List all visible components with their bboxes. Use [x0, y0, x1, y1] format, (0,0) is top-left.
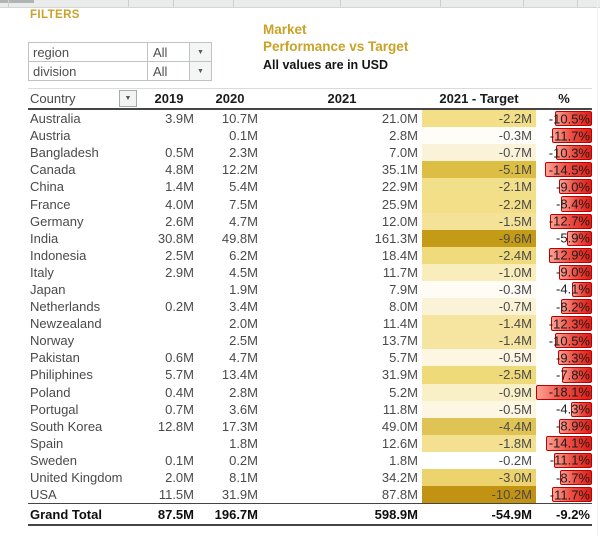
target-delta-cell: -5.1M [422, 161, 536, 178]
table-row [28, 178, 592, 195]
country-cell: USA [30, 487, 57, 503]
country-cell: China [30, 179, 64, 195]
pct-cell [536, 486, 592, 503]
pct-cell [536, 384, 592, 401]
value-2020-cell: 1.9M [229, 281, 258, 297]
country-cell: Australia [30, 111, 81, 127]
value-2020-cell: 3.4M [229, 299, 258, 315]
table-row [28, 264, 592, 281]
pct-value: -12.7% [548, 213, 590, 229]
column-divider [8, 0, 9, 7]
chevron-down-icon: ▼ [197, 67, 204, 75]
pct-cell [536, 401, 592, 418]
pct-cell [536, 127, 592, 144]
table-row [28, 332, 592, 349]
pct-cell [536, 315, 592, 332]
value-2019-cell: 2.6M [165, 213, 194, 229]
pct-cell [536, 281, 592, 298]
division-filter-value[interactable]: All [148, 62, 190, 80]
target-delta-cell: -2.2M [422, 195, 536, 212]
column-divider [577, 0, 578, 7]
target-delta-cell: -2.5M [422, 366, 536, 383]
grand-total-label: Grand Total [30, 506, 102, 522]
pct-value: -5.9% [556, 230, 590, 246]
grand-total-target: -54.9M [491, 506, 532, 522]
value-2019-cell: 0.7M [165, 401, 194, 417]
value-2020-cell: 13.4M [221, 367, 258, 383]
target-delta-cell: -0.9M [422, 384, 536, 401]
value-2021-cell: 49.0M [381, 418, 418, 434]
table-row [28, 298, 592, 315]
value-2020-cell: 5.4M [229, 179, 258, 195]
grand-total-2020: 196.7M [214, 506, 258, 522]
value-2019-cell: 0.1M [165, 452, 194, 468]
pct-value: -4.3% [556, 401, 590, 417]
pct-cell [536, 469, 592, 486]
value-2019-cell: 5.7M [165, 367, 194, 383]
country-cell: United Kingdom [30, 470, 123, 486]
value-2019-cell: 3.9M [165, 111, 194, 127]
chevron-down-icon: ▼ [197, 48, 204, 56]
target-delta-cell: -0.5M [422, 401, 536, 418]
pct-value: -11.1% [549, 452, 590, 468]
value-2020-cell: 2.3M [229, 145, 258, 161]
value-2019-cell: 4.8M [165, 162, 194, 178]
value-2020-cell: 2.8M [229, 384, 258, 400]
report-title-block [263, 21, 408, 72]
target-delta-cell: -1.8M [422, 435, 536, 452]
value-2019-cell: 2.0M [165, 470, 194, 486]
country-cell: Portugal [30, 401, 79, 417]
value-2019-cell: 2.9M [165, 264, 194, 280]
table-row [28, 435, 592, 452]
country-cell: Netherlands [30, 299, 101, 315]
column-divider [523, 0, 524, 7]
table-row [28, 486, 592, 503]
country-header-label: Country [30, 91, 76, 106]
country-cell: Austria [30, 128, 71, 144]
pct-cell [536, 247, 592, 264]
report-subtitle: All values are in USD [263, 58, 389, 72]
division-filter-label: division [28, 62, 148, 80]
table-row [28, 144, 592, 161]
value-2020-cell: 7.5M [229, 196, 258, 212]
value-2020-cell: 4.7M [229, 350, 258, 366]
target-delta-cell: -1.5M [422, 213, 536, 230]
value-2021-cell: 21.0M [381, 111, 418, 127]
pct-value: -10.5% [548, 111, 590, 127]
column-header-2021: 2021 [327, 91, 357, 106]
pct-cell [536, 452, 592, 469]
value-2019-cell: 12.8M [157, 418, 194, 434]
pct-value: -4.1% [556, 281, 590, 297]
country-cell: Poland [30, 384, 71, 400]
grid-right-edge [597, 0, 598, 536]
value-2021-cell: 18.4M [381, 247, 418, 263]
filters-section-title: FILTERS [30, 9, 80, 21]
target-delta-cell: -0.7M [422, 144, 536, 161]
table-row [28, 315, 592, 332]
column-divider [128, 0, 129, 7]
table-row [28, 110, 592, 127]
value-2019-cell: 11.5M [158, 487, 194, 503]
country-cell: Spain [30, 435, 64, 451]
column-divider [440, 0, 441, 7]
pct-value: -10.5% [548, 333, 590, 349]
value-2020-cell: 4.7M [229, 213, 258, 229]
report-title-line1: Market [263, 22, 307, 37]
value-2019-cell: 0.4M [165, 384, 194, 400]
pct-cell [536, 110, 592, 127]
pct-value: -14.1% [548, 435, 590, 451]
pct-value: -12.3% [548, 316, 590, 332]
pct-value: -12.9% [548, 247, 590, 263]
pct-value: -9.0% [556, 264, 590, 280]
country-cell: Philiphines [30, 367, 93, 383]
value-2021-cell: 12.0M [381, 213, 418, 229]
value-2020-cell: 10.7M [221, 111, 258, 127]
value-2020-cell: 0.2M [229, 452, 258, 468]
value-2020-cell: 17.3M [221, 418, 258, 434]
country-cell: Canada [30, 162, 76, 178]
pct-value: -8.4% [556, 196, 590, 212]
table-body [28, 110, 592, 503]
value-2021-cell: 161.3M [374, 230, 418, 246]
grand-total-row [28, 503, 592, 526]
value-2019-cell: 0.6M [165, 350, 194, 366]
value-2020-cell: 2.5M [229, 333, 258, 349]
table-row [28, 213, 592, 230]
table-row [28, 195, 592, 212]
value-2020-cell: 31.9M [221, 487, 258, 503]
value-2020-cell: 8.1M [229, 470, 258, 486]
pct-value: -7.8% [556, 367, 590, 383]
value-2021-cell: 5.2M [389, 384, 418, 400]
column-header-pct: % [558, 91, 570, 106]
target-delta-cell: -0.3M [422, 127, 536, 144]
table-row [28, 418, 592, 435]
value-2021-cell: 13.7M [381, 333, 418, 349]
region-filter-value[interactable]: All [148, 43, 190, 61]
column-header-2019: 2019 [154, 91, 184, 106]
table-row [28, 349, 592, 366]
column-header-2020: 2020 [215, 91, 245, 106]
target-delta-cell: -0.2M [422, 452, 536, 469]
column-header-target: 2021 - Target [439, 91, 519, 106]
value-2021-cell: 31.9M [381, 367, 418, 383]
value-2020-cell: 49.8M [221, 230, 258, 246]
pct-cell [536, 332, 592, 349]
country-filter-dropdown-button[interactable] [119, 90, 137, 107]
value-2021-cell: 8.0M [389, 299, 418, 315]
country-cell: Italy [30, 264, 54, 280]
value-2020-cell: 4.5M [229, 264, 258, 280]
country-cell: Germany [30, 213, 84, 229]
value-2020-cell: 1.8M [229, 435, 258, 451]
spreadsheet-top-strip [0, 0, 600, 8]
value-2020-cell: 6.2M [229, 247, 258, 263]
pct-value: -9.3% [556, 350, 590, 366]
target-delta-cell: -1.0M [422, 264, 536, 281]
target-delta-cell: -2.1M [422, 178, 536, 195]
column-divider [233, 0, 234, 7]
value-2019-cell: 0.2M [165, 299, 194, 315]
country-cell: Newzealand [30, 316, 102, 332]
target-delta-cell: -10.2M [422, 486, 536, 503]
table-row [28, 127, 592, 144]
pct-cell [536, 144, 592, 161]
value-2021-cell: 12.6M [381, 435, 418, 451]
country-cell: Indonesia [30, 247, 87, 263]
table-row [28, 401, 592, 418]
value-2021-cell: 11.7M [382, 264, 418, 280]
target-delta-cell: -0.5M [422, 349, 536, 366]
pct-cell [536, 230, 592, 247]
pct-cell [536, 213, 592, 230]
value-2021-cell: 35.1M [381, 162, 418, 178]
value-2019-cell: 30.8M [157, 230, 194, 246]
report-title-line2: Performance vs Target [263, 39, 409, 54]
value-2021-cell: 87.8M [381, 487, 418, 503]
target-delta-cell: -3.0M [422, 469, 536, 486]
country-cell: South Korea [30, 418, 103, 434]
pct-cell [536, 349, 592, 366]
pct-cell [536, 178, 592, 195]
pct-value: -11.7% [549, 128, 590, 144]
target-delta-cell: -0.3M [422, 281, 536, 298]
country-cell: India [30, 230, 59, 246]
country-cell: Sweden [30, 452, 77, 468]
table-row [28, 281, 592, 298]
filter-row-division [28, 62, 212, 81]
table-header-row [28, 88, 592, 110]
performance-table [28, 88, 592, 526]
country-cell: Norway [30, 333, 75, 349]
value-2020-cell: 12.2M [221, 162, 258, 178]
value-2021-cell: 5.7M [389, 350, 418, 366]
division-filter-dropdown-button[interactable] [190, 62, 212, 80]
target-delta-cell: -4.4M [422, 418, 536, 435]
region-filter-dropdown-button[interactable] [190, 43, 212, 61]
value-2020-cell: 0.1M [229, 128, 258, 144]
country-cell: France [30, 196, 71, 212]
table-row [28, 230, 592, 247]
pct-cell [536, 298, 592, 315]
value-2019-cell: 0.5M [165, 145, 194, 161]
country-cell: Japan [30, 281, 66, 297]
grand-total-2019: 87.5M [157, 506, 194, 522]
pct-value: -8.9% [556, 418, 590, 434]
pct-cell [536, 366, 592, 383]
filters-panel [28, 42, 212, 81]
target-delta-cell: -2.4M [422, 247, 536, 264]
pct-cell [536, 418, 592, 435]
pct-cell [536, 161, 592, 178]
value-2021-cell: 7.9M [389, 281, 418, 297]
value-2021-cell: 25.9M [381, 196, 418, 212]
filter-row-region [28, 43, 212, 62]
region-filter-label: region [28, 43, 148, 61]
value-2021-cell: 2.8M [389, 128, 418, 144]
table-row [28, 384, 592, 401]
pct-value: -18.1% [548, 384, 590, 400]
value-2021-cell: 1.8M [389, 452, 418, 468]
value-2021-cell: 11.8M [382, 401, 418, 417]
value-2021-cell: 22.9M [381, 179, 418, 195]
column-divider [340, 0, 341, 7]
table-row [28, 366, 592, 383]
table-row [28, 247, 592, 264]
pct-value: -11.7% [549, 487, 590, 503]
pct-cell [536, 435, 592, 452]
pct-cell [536, 264, 592, 281]
value-2021-cell: 7.0M [389, 145, 418, 161]
pct-value: -8.7% [556, 470, 590, 486]
target-delta-cell: -0.7M [422, 298, 536, 315]
pct-cell [536, 195, 592, 212]
country-cell: Pakistan [30, 350, 80, 366]
column-divider [173, 0, 174, 7]
table-row [28, 469, 592, 486]
grand-total-2021: 598.9M [374, 506, 418, 522]
pct-value: -8.2% [556, 299, 590, 315]
grand-total-pct: -9.2% [556, 506, 590, 522]
chevron-down-icon: ▼ [124, 95, 132, 102]
value-2019-cell: 4.0M [165, 196, 194, 212]
value-2021-cell: 11.4M [382, 316, 418, 332]
target-delta-cell: -9.6M [422, 230, 536, 247]
country-cell: Bangladesh [30, 145, 99, 161]
country-column-header [28, 90, 140, 107]
pct-value: -14.5% [548, 162, 590, 178]
value-2019-cell: 2.5M [165, 247, 194, 263]
value-2020-cell: 2.0M [229, 316, 258, 332]
target-delta-cell: -2.2M [422, 110, 536, 127]
table-row [28, 452, 592, 469]
window-border-fragment [0, 0, 34, 3]
pct-value: -9.0% [556, 179, 590, 195]
value-2021-cell: 34.2M [381, 470, 418, 486]
table-row [28, 161, 592, 178]
value-2020-cell: 3.6M [229, 401, 258, 417]
target-delta-cell: -1.4M [422, 332, 536, 349]
pct-value: -10.3% [548, 145, 590, 161]
value-2019-cell: 1.4M [165, 179, 194, 195]
target-delta-cell: -1.4M [422, 315, 536, 332]
